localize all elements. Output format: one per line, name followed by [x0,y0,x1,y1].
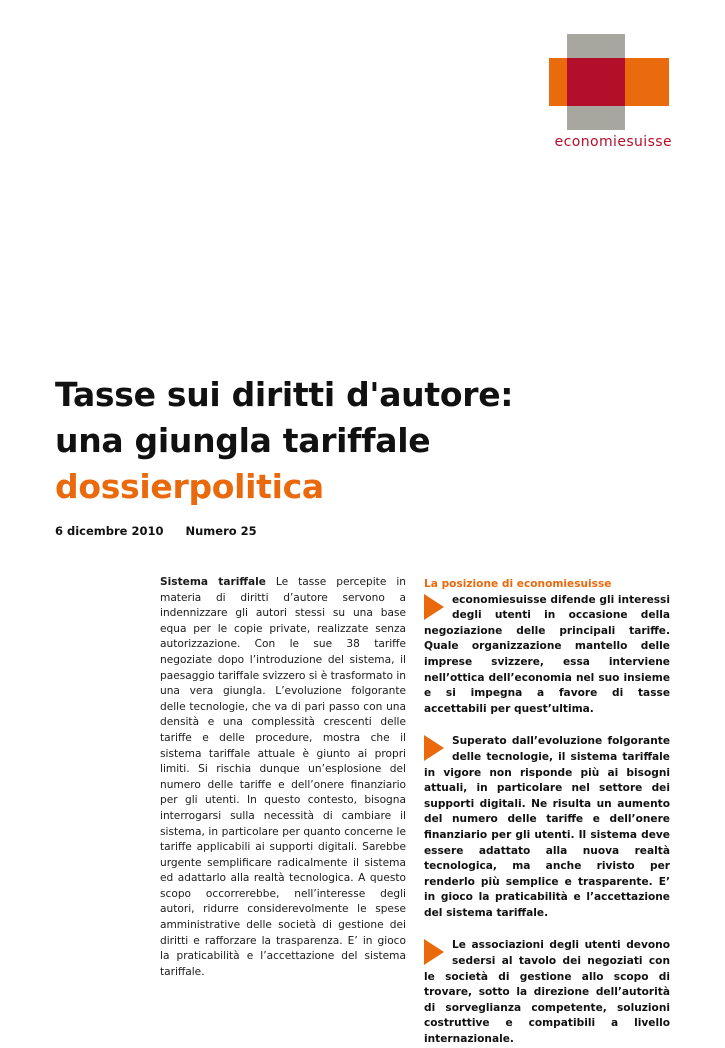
position-point-2 [424,734,670,921]
right-column [424,577,670,1048]
bullet-triangle-icon [424,939,444,965]
document-title [55,372,513,510]
position-point-text: Le associazioni degli utenti devono sedersi al tavolo dei negoziati con le società di gestione allo scopo di trovare, sotto la direzione dell’autorità di sorveglianza competente, soluzioni costruttive e compatibili a livello internazionale. [424,939,670,1046]
position-point-3 [424,938,670,1047]
position-point-1 [424,593,670,718]
issue-number: Numero 25 [185,524,257,538]
section-lead: Sistema tariffale [160,576,266,588]
title-line-1: Tasse sui diritti d'autore: [55,375,514,414]
title-line-2: una giungla tariffale [55,421,431,460]
publication-meta [55,524,257,538]
left-column [160,575,406,980]
position-point-text: economiesuisse difende gli interessi degli utenti in occasione della negoziazione delle principali tariffe. Quale organizzazione mantello delle imprese svizzere, essa interviene nell’ottica dell’economia nel suo insieme e si impegna a favore di tasse accettabili per quest’ultima. [424,593,670,715]
bullet-triangle-icon [424,735,444,761]
title-series: dossierpolitica [55,467,324,506]
left-column-text: Le tasse percepite in materia di diritti d’autore servono a indennizzare gli autori stessi su una base equa per le copie private, realizzate senza autorizzazione. Con le sue 38 tariffe negoziate dopo l’introduzione del sistema, il paesaggio tariffale svizzero si è trasformato in una vera giungla. L’evoluzione folgorante delle tecnologie, che va di pari passo con una densità e una complessità crescenti delle tariffe e delle procedure, mostra che il sistema tariffale attuale è giunto ai propri limiti. Si rischia dunque un’esplosione del numero delle tariffe e dell’onere finanziario per gli utenti. In questo contesto, bisogna interrogarsi sulla necessità di cambiare il sistema, in particolare per quanto concerne le tariffe applicabili ai supporti digitali. Sarebbe urgente semplificare radicalmente il sistema ed adattarlo alla realtà tecnologica. A questo scopo occorrerebbe, nell’interesse degli autori, ridurre considerevolmente le spese amministrative delle società di gestione dei diritti e rafforzare la trasparenza. E’ in gioco la praticabilità e l’accettazione del sistema tariffale. [160,576,406,978]
position-point-text: Superato dall’evoluzione folgorante delle tecnologie, il sistema tariffale in vigore non risponde più ai bisogni attuali, in particolare nel settore dei supporti digitali. Ne risulta un aumento del numero delle tariffe e dell’onere finanziario per gli utenti. Il sistema deve essere adattato alla nuova realtà tecnologica, ma anche rivisto per renderlo più semplice e trasparente. E’ in gioco la praticabilità e l’accettazione del sistema tariffale. [424,735,670,919]
position-heading: La posizione di economiesuisse [424,578,612,590]
economiesuisse-logo [549,34,669,130]
publication-date: 6 dicembre 2010 [55,524,164,538]
logo-red-square [567,58,625,106]
brand-name: economiesuisse [554,134,672,150]
bullet-triangle-icon [424,594,444,620]
